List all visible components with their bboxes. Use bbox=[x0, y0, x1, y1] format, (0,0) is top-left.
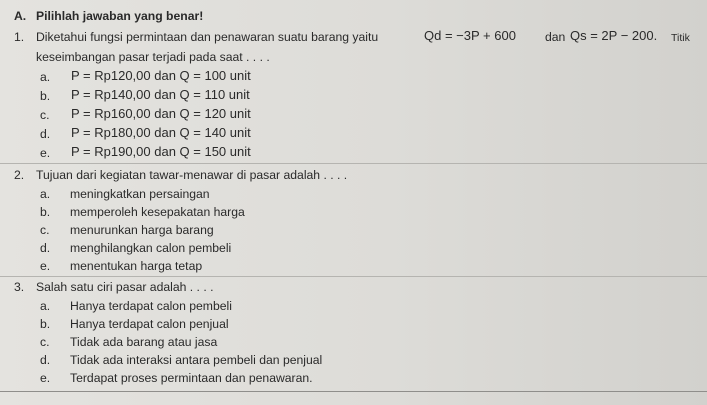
q3-option-a[interactable]: Hanya terdapat calon pembeli bbox=[70, 299, 232, 313]
q2-option-e[interactable]: menentukan harga tetap bbox=[70, 259, 203, 273]
q2-option-letter: e. bbox=[40, 259, 51, 273]
section-title: Pilihlah jawaban yang benar! bbox=[36, 9, 204, 23]
q1-titik: Titik bbox=[671, 32, 690, 44]
divider bbox=[0, 163, 707, 164]
q1-option-letter: d. bbox=[40, 127, 51, 141]
q1-option-c[interactable]: P = Rp160,00 dan Q = 120 unit bbox=[71, 106, 251, 121]
q2-option-d[interactable]: menghilangkan calon pembeli bbox=[70, 241, 232, 255]
q1-option-d[interactable]: P = Rp180,00 dan Q = 140 unit bbox=[71, 125, 251, 140]
q1-option-letter: a. bbox=[40, 70, 51, 84]
q1-text-line2: keseimbangan pasar terjadi pada saat . . . . bbox=[36, 50, 270, 64]
q1-dan: dan bbox=[545, 30, 566, 44]
q2-option-letter: b. bbox=[40, 205, 51, 219]
q2-option-a[interactable]: meningkatkan persaingan bbox=[70, 187, 210, 201]
q3-option-d[interactable]: Tidak ada interaksi antara pembeli dan penjual bbox=[70, 353, 323, 367]
q3-option-letter: e. bbox=[40, 371, 51, 385]
q1-option-b[interactable]: P = Rp140,00 dan Q = 110 unit bbox=[71, 87, 250, 102]
q1-option-letter: c. bbox=[40, 108, 50, 122]
q2-option-c[interactable]: menurunkan harga barang bbox=[70, 223, 214, 237]
q1-number: 1. bbox=[14, 30, 25, 44]
q1-demand-function: Qd = −3P + 600 bbox=[424, 28, 516, 43]
q2-option-letter: c. bbox=[40, 223, 50, 237]
q3-option-e[interactable]: Terdapat proses permintaan dan penawaran. bbox=[70, 371, 313, 385]
q2-text: Tujuan dari kegiatan tawar-menawar di pasar adalah . . . . bbox=[36, 168, 348, 182]
q3-text: Salah satu ciri pasar adalah . . . . bbox=[36, 280, 214, 294]
q3-option-letter: b. bbox=[40, 317, 51, 331]
q1-option-e[interactable]: P = Rp190,00 dan Q = 150 unit bbox=[71, 144, 251, 159]
q1-option-a[interactable]: P = Rp120,00 dan Q = 100 unit bbox=[71, 68, 251, 83]
q3-option-letter: c. bbox=[40, 335, 50, 349]
section-letter: A. bbox=[14, 9, 27, 23]
q3-number: 3. bbox=[14, 280, 25, 294]
q1-text-line1: Diketahui fungsi permintaan dan penawaran suatu barang yaitu bbox=[36, 30, 379, 44]
q2-option-b[interactable]: memperoleh kesepakatan harga bbox=[70, 205, 245, 219]
q2-number: 2. bbox=[14, 168, 25, 182]
q3-option-letter: d. bbox=[40, 353, 51, 367]
q1-option-letter: b. bbox=[40, 89, 51, 103]
q2-option-letter: d. bbox=[40, 241, 51, 255]
q1-supply-function: Qs = 2P − 200. bbox=[570, 28, 658, 43]
q3-option-letter: a. bbox=[40, 299, 51, 313]
q3-option-b[interactable]: Hanya terdapat calon penjual bbox=[70, 317, 229, 331]
divider bbox=[0, 276, 707, 277]
bottom-divider bbox=[0, 391, 707, 392]
q1-option-letter: e. bbox=[40, 146, 51, 160]
q2-option-letter: a. bbox=[40, 187, 51, 201]
q3-option-c[interactable]: Tidak ada barang atau jasa bbox=[70, 335, 218, 349]
